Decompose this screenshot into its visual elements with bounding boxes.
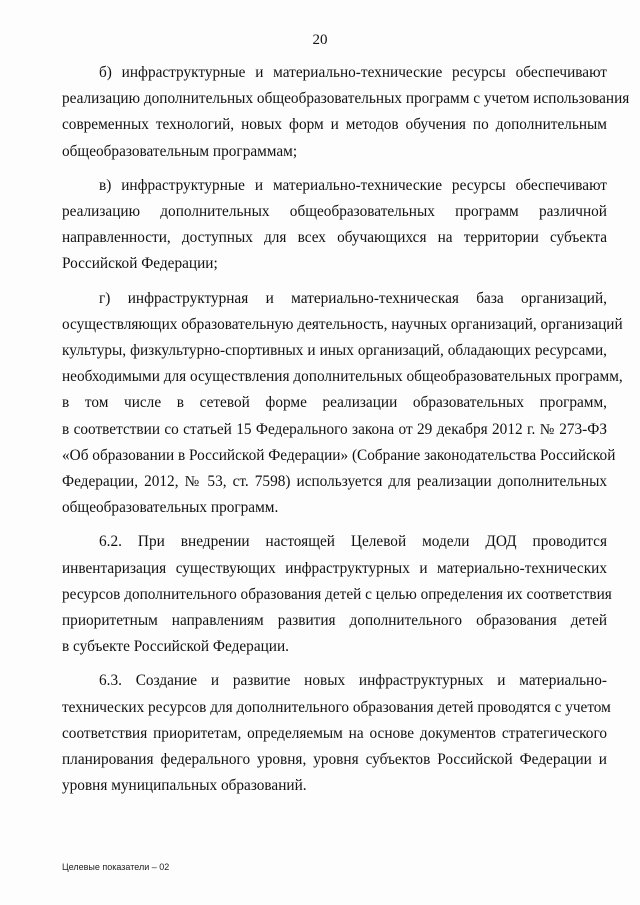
- text-line: общеобразовательным программам;: [62, 142, 298, 160]
- text-line: планирования федерального уровня, уровня субъектов Российской Федерации и: [62, 751, 607, 769]
- text-line: Федерации, 2012, № 53, ст. 7598) используется для реализации дополнительных: [62, 473, 607, 491]
- text-line: реализацию дополнительных общеобразовательных программ с учетом использования: [62, 90, 630, 108]
- text-line: «Об образовании в Российской Федерации» (Собрание законодательства Российской: [62, 446, 616, 464]
- paragraph-6-3: [62, 668, 611, 799]
- text-line: б) инфраструктурные и материально-технические ресурсы обеспечивают: [99, 64, 607, 81]
- text-line: уровня муниципальных образований.: [62, 777, 307, 795]
- text-line: Российской Федерации;: [62, 255, 218, 273]
- text-line: соответствия приоритетам, определяемым на основе документов стратегического: [62, 724, 607, 742]
- text-line: в субъекте Российской Федерации.: [62, 638, 289, 656]
- text-line: осуществляющих образовательную деятельность, научных организаций, организаций: [62, 315, 623, 333]
- text-line: в том числе в сетевой форме реализации образовательных программ,: [62, 394, 607, 412]
- footer-note: Целевые показатели – 02: [62, 862, 170, 872]
- text-line: приоритетным направлениям развития дополнительного образования детей: [62, 612, 607, 630]
- text-line: 6.2. При внедрении настоящей Целевой модели ДОД проводится: [99, 533, 607, 551]
- text-line: инвентаризация существующих инфраструктурных и материально-технических: [62, 559, 607, 577]
- text-line: направленности, доступных для всех обучающихся на территории субъекта: [62, 229, 607, 247]
- text-line: современных технологий, новых форм и методов обучения по дополнительным: [62, 116, 607, 134]
- body-text: [62, 60, 630, 807]
- text-line: необходимыми для осуществления дополнительных общеобразовательных программ,: [62, 368, 623, 386]
- text-line: технических ресурсов для дополнительного образования детей проводятся с учетом: [62, 698, 611, 716]
- text-line: в соответствии со статьей 15 Федерального закона от 29 декабря 2012 г. № 273-ФЗ: [62, 420, 607, 438]
- paragraph-v-infrastructure: [62, 173, 607, 278]
- text-line: культуры, физкультурно-спортивных и иных организаций, обладающих ресурсами,: [62, 342, 607, 360]
- text-line: общеобразовательных программ.: [62, 499, 279, 517]
- text-line: 6.3. Создание и развитие новых инфраструктурных и материально-: [99, 672, 607, 690]
- paragraph-6-2: [62, 529, 612, 660]
- page-number: 20: [312, 32, 328, 48]
- paragraph-g-infrastructure-base: [62, 286, 623, 522]
- text-line: в) инфраструктурные и материально-технические ресурсы обеспечивают: [99, 176, 607, 194]
- paragraph-b-infrastructure: [62, 60, 630, 165]
- text-line: реализацию дополнительных общеобразовательных программ различной: [62, 203, 607, 221]
- text-line: г) инфраструктурная и материально-техническая база организаций,: [99, 289, 607, 307]
- text-line: ресурсов дополнительного образования детей с целью определения их соответствия: [62, 585, 612, 603]
